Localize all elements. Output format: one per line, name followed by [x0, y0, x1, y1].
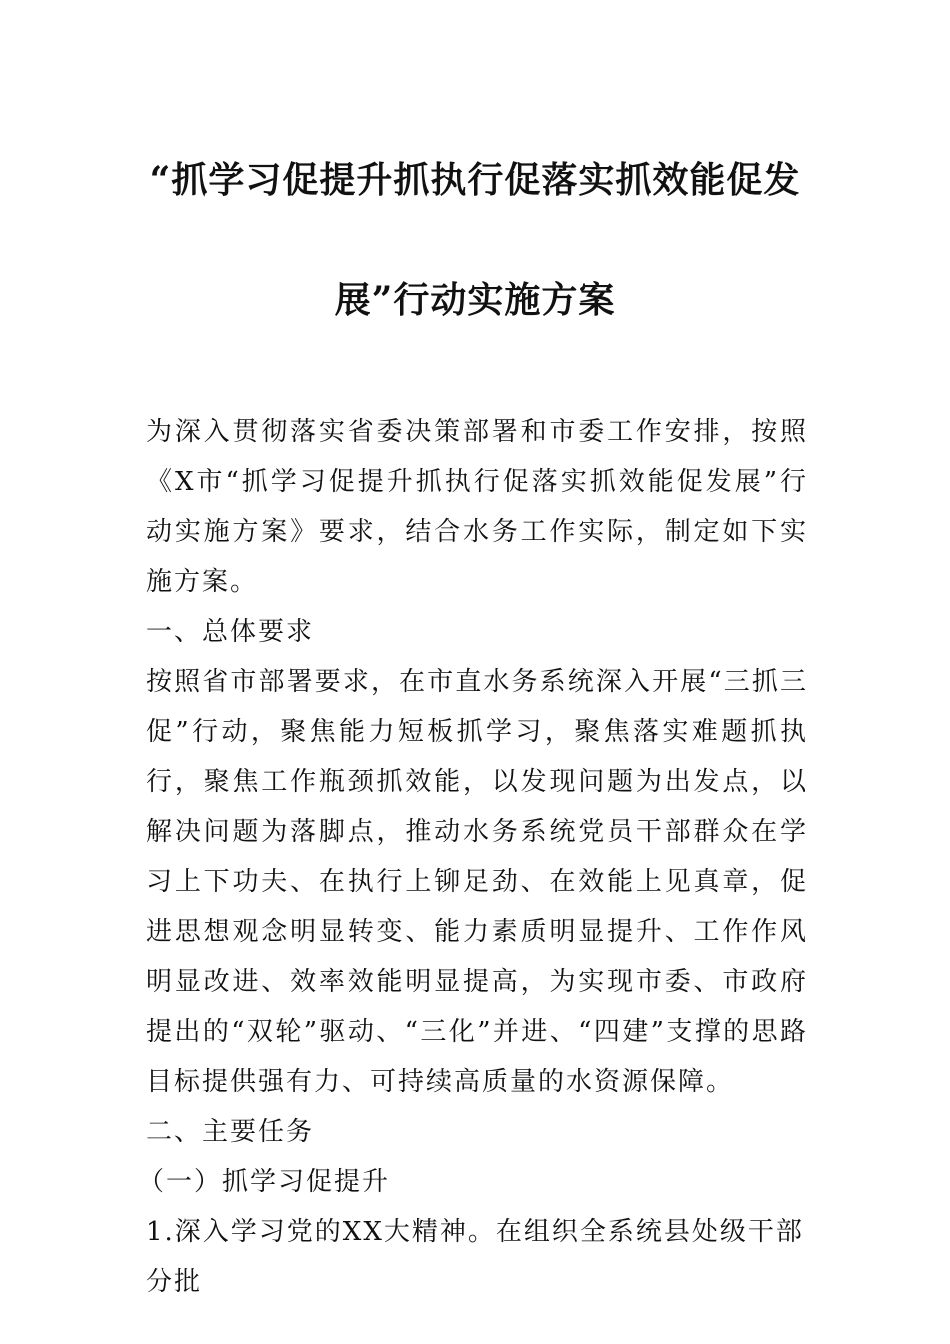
document-body: [138, 407, 808, 1307]
general-requirements-paragraph: 按照省市部署要求，在市直水务系统深入开展“三抓三促”行动，聚焦能力短板抓学习，聚焦落实难题抓执行，聚焦工作瓶颈抓效能，以发现问题为出发点，以解决问题为落脚点，推动水务系统党员干部群众在学习上下功夫、在执行上铆足劲、在效能上见真章，促进思想观念明显转变、能力素质明显提升、工作作风明显改进、效率效能明显提高，为实现市委、市政府提出的“双轮”驱动、“三化”并进、“四建”支撑的思路目标提供强有力、可持续高质量的水资源保障。: [146, 667, 808, 1097]
document-title-line-2: 展”行动实施方案: [334, 279, 616, 321]
task-item-1: 1.深入学习党的XX大精神。在组织全系统县处级干部分批: [146, 1217, 804, 1297]
section-heading-main-tasks: 二、主要任务: [146, 1117, 315, 1147]
subsection-heading-study: （一）抓学习促提升: [138, 1167, 391, 1197]
document-title-line-1: “抓学习促提升抓执行促落实抓效能促发: [149, 159, 801, 201]
intro-paragraph: 为深入贯彻落实省委决策部署和市委工作安排，按照《X市“抓学习促提升抓执行促落实抓效能促发展”行动实施方案》要求，结合水务工作实际，制定如下实施方案。: [146, 417, 808, 597]
section-heading-general-requirements: 一、总体要求: [146, 617, 315, 647]
